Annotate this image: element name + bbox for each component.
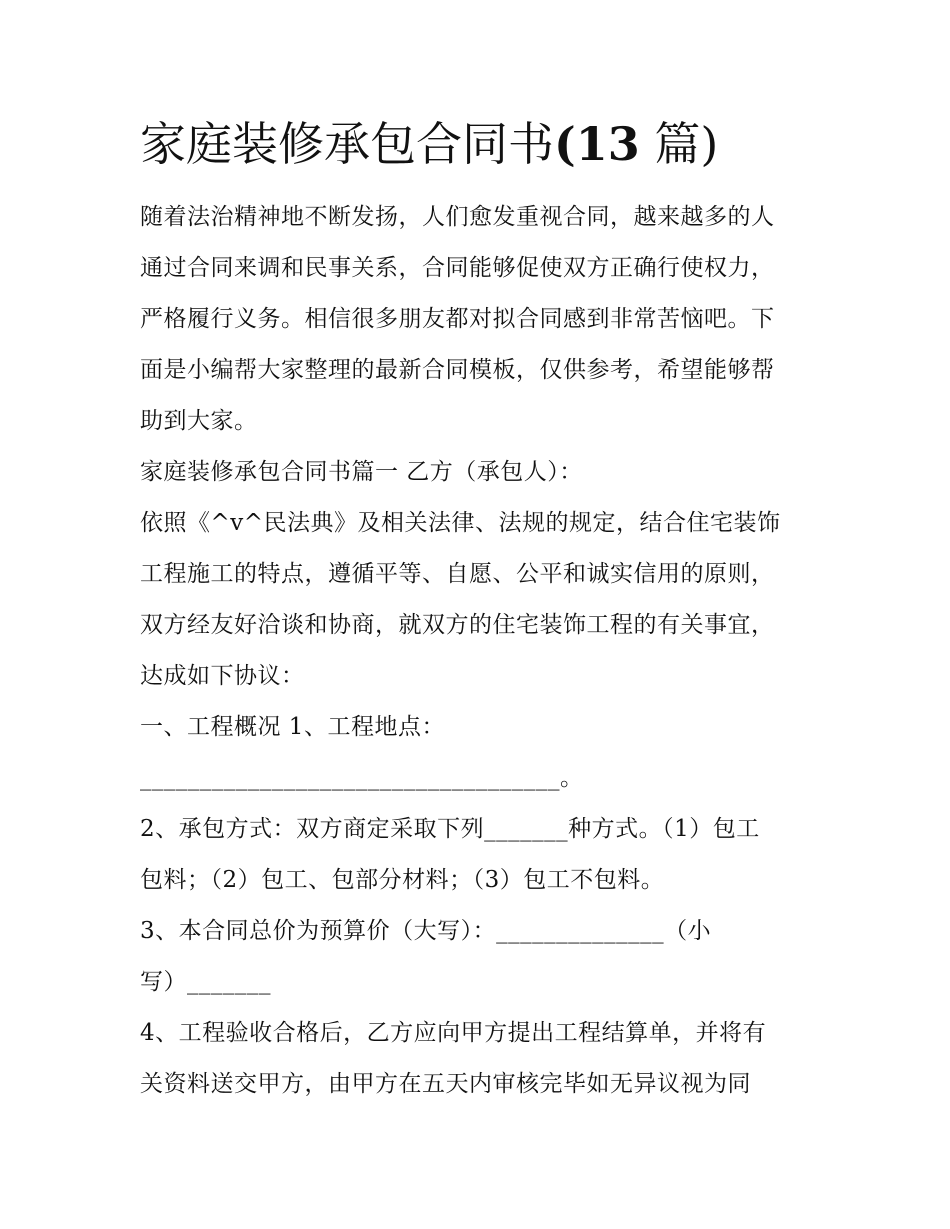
clause-2-line-1: 2、承包方式：双方商定采取下列_______种方式。（1）包工 [140, 816, 760, 842]
preamble-line-4: 达成如下协议： [140, 663, 305, 689]
intro-line-5: 助到大家。 [140, 408, 258, 434]
document-page [140, 108, 820, 1110]
preamble-line-3: 双方经友好洽谈和协商，就双方的住宅装饰工程的有关事宜， [140, 612, 775, 638]
intro-line-1: 随着法治精神地不断发扬，人们愈发重视合同，越来越多的人 [140, 204, 775, 230]
clause-4-line-1: 4、工程验收合格后，乙方应向甲方提出工程结算单，并将有 [140, 1020, 767, 1046]
intro-line-3: 严格履行义务。相信很多朋友都对拟合同感到非常苦恼吧。下 [140, 306, 775, 332]
title-count: (13 [554, 117, 640, 171]
clause-1-blank: ___________________________________。 [140, 765, 584, 791]
clause-4-line-2: 关资料送交甲方，由甲方在五天内审核完毕如无异议视为同 [140, 1071, 751, 1097]
preamble-line-2: 工程施工的特点，遵循平等、自愿、公平和诚实信用的原则， [140, 561, 775, 587]
preamble-line-1: 依照《^v^民法典》及相关法律、法规的规定，结合住宅装饰 [140, 510, 781, 536]
clause-1-location: 一、工程概况 1、工程地点： [140, 714, 445, 740]
clause-3-line-1: 3、本合同总价为预算价（大写）：______________（小 [140, 918, 712, 944]
title-tail: 篇) [654, 117, 719, 171]
section-heading: 家庭装修承包合同书篇一 乙方（承包人）： [140, 459, 583, 485]
clause-3-line-2: 写）_______ [140, 969, 271, 995]
intro-line-2: 通过合同来调和民事关系，合同能够促使双方正确行使权力， [140, 255, 775, 281]
document-title [140, 108, 820, 180]
clause-2-line-2: 包料；（2）包工、包部分材料；（3）包工不包料。 [140, 867, 665, 893]
title-main: 家庭装修承包合同书 [140, 117, 554, 171]
intro-line-4: 面是小编帮大家整理的最新合同模板，仅供参考，希望能够帮 [140, 357, 775, 383]
